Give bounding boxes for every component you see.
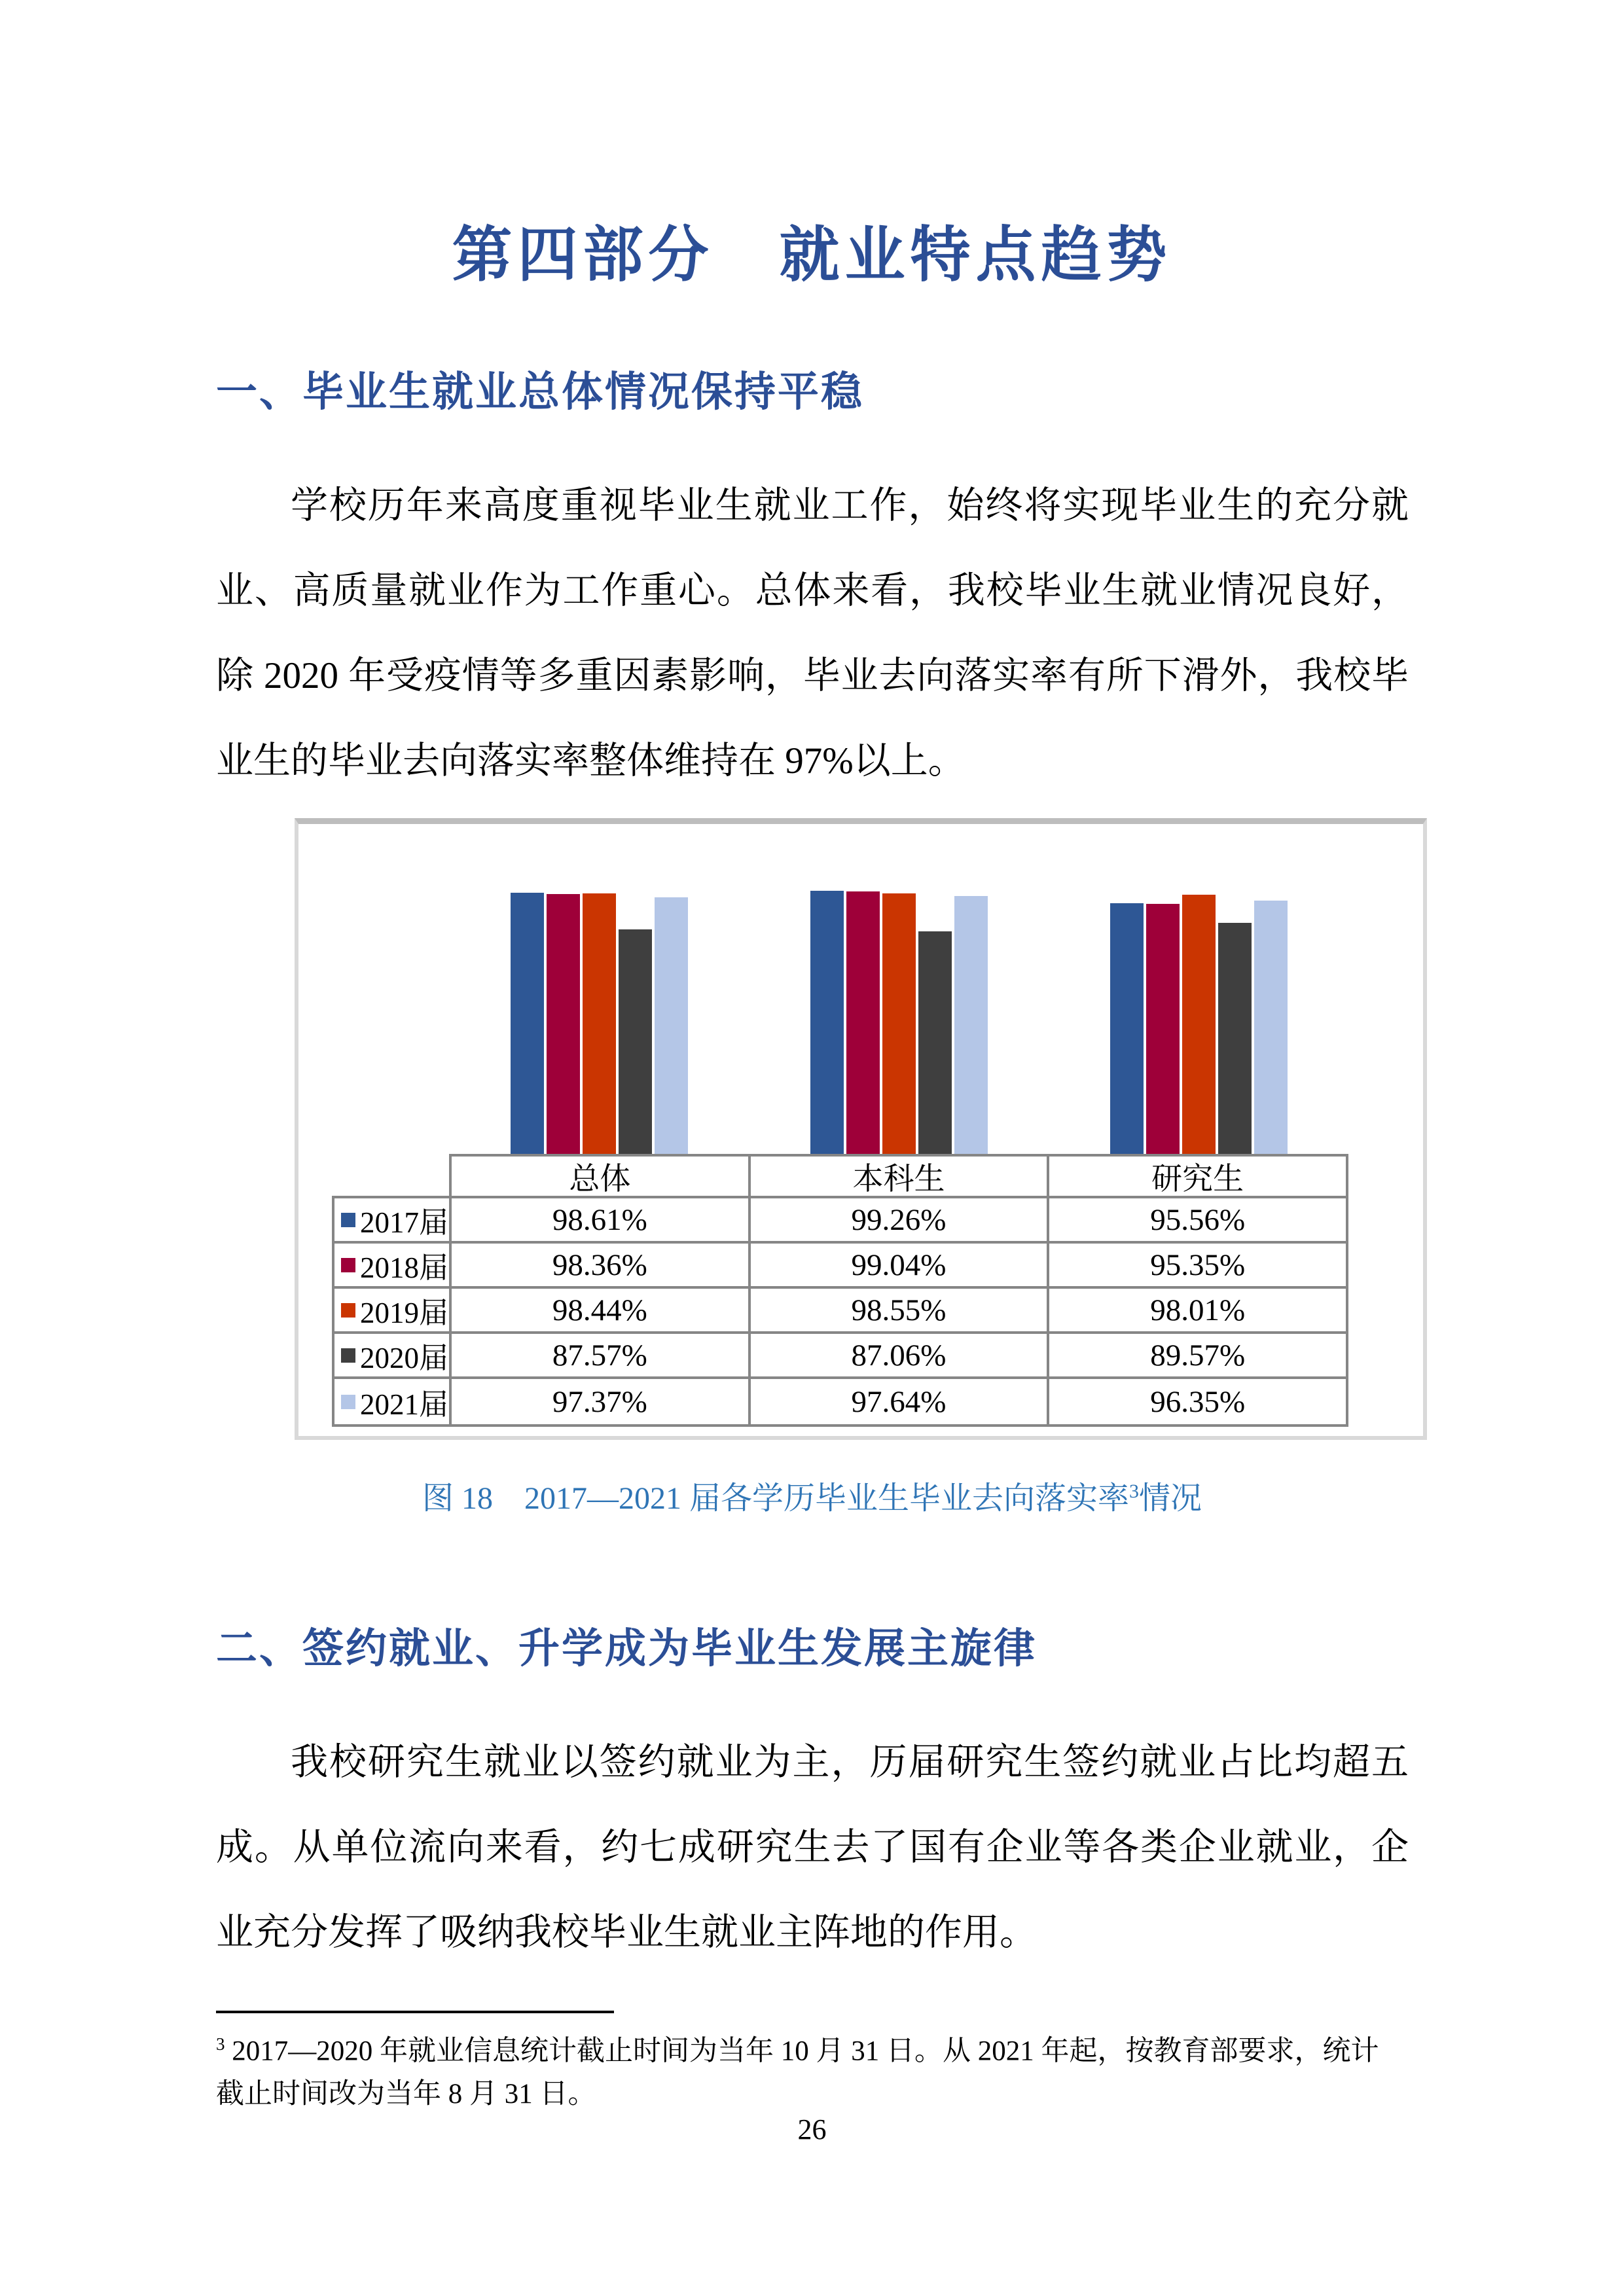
value-cell-2017届-总体: 98.61% xyxy=(452,1198,751,1241)
table-row-2021届 xyxy=(334,1379,1346,1424)
section-2-paragraph: 我校研究生就业以签约就业为主，历届研究生签约就业占比均超五成。从单位流向来看，约七成研究生去了国有企业等各类企业就业，企业充分发挥了吸纳我校毕业生就业主阵地的作用。 xyxy=(216,1742,1409,1953)
figure-caption-footnote-ref: 3 xyxy=(1129,1480,1139,1502)
bar-2019届-总体 xyxy=(583,893,616,1154)
value-cell-2017届-研究生: 95.56% xyxy=(1150,1202,1246,1237)
legend-label: 2018届 xyxy=(360,1251,449,1284)
bar-2020届-本科生 xyxy=(918,931,952,1154)
section-2-heading: 二、签约就业、升学成为毕业生发展主旋律 xyxy=(216,1626,1037,1672)
bar-2019届-本科生 xyxy=(882,893,916,1154)
legend-label: 2021届 xyxy=(360,1388,449,1421)
column-header-总体: 总体 xyxy=(452,1157,751,1196)
legend-cell-2021届 xyxy=(334,1379,452,1424)
bar-2017届-本科生 xyxy=(810,891,844,1154)
bar-2018届-研究生 xyxy=(1146,904,1180,1154)
value-cell-2019届-总体: 98.44% xyxy=(452,1289,751,1331)
legend-cell-2019届 xyxy=(334,1289,452,1331)
legend-swatch-2019届 xyxy=(341,1303,355,1318)
bar-2021届-总体 xyxy=(655,897,688,1154)
column-header-研究生: 研究生 xyxy=(1151,1162,1244,1196)
footnote-marker: 3 xyxy=(216,2034,225,2054)
value-cell-2020届-研究生: 89.57% xyxy=(1150,1338,1246,1372)
bar-2017届-总体 xyxy=(511,893,544,1154)
legend-label: 2019届 xyxy=(360,1297,449,1329)
footnote-separator xyxy=(216,2011,614,2013)
table-row-2019届 xyxy=(334,1289,1346,1334)
bar-2019届-研究生 xyxy=(1182,895,1216,1154)
bar-2021届-研究生 xyxy=(1254,901,1288,1154)
bar-2020届-总体 xyxy=(619,929,652,1154)
section-1-heading: 一、毕业生就业总体情况保持平稳 xyxy=(216,369,864,415)
legend-swatch-2021届 xyxy=(341,1395,355,1409)
value-cell-2019届-研究生: 98.01% xyxy=(1150,1293,1246,1327)
value-cell-2020届-本科生: 87.06% xyxy=(751,1334,1050,1376)
bar-2021届-本科生 xyxy=(954,896,988,1154)
value-cell-2021届-本科生: 97.64% xyxy=(751,1379,1050,1424)
value-cell-2020届-总体: 87.57% xyxy=(452,1334,751,1376)
bar-chart-figure xyxy=(295,818,1427,1440)
value-cell-2017届-本科生: 99.26% xyxy=(751,1198,1050,1241)
legend-cell-2018届 xyxy=(334,1244,452,1286)
legend-label: 2020届 xyxy=(360,1342,449,1374)
legend-swatch-2017届 xyxy=(341,1213,355,1227)
chart-table-body xyxy=(332,1196,1348,1427)
value-cell-2018届-研究生: 95.35% xyxy=(1150,1247,1246,1282)
table-row-2017届 xyxy=(334,1198,1346,1244)
figure-caption-text: 图 18 2017—2021 届各学历毕业生毕业去向落实率 xyxy=(422,1481,1129,1516)
legend-cell-2020届 xyxy=(334,1334,452,1376)
footnote-line-1: 2017—2020 年就业信息统计截止时间为当年 10 月 31 日。从 2021 年起，按教育部要求，统计 xyxy=(232,2036,1379,2067)
page-title: 第四部分 就业特点趋势 xyxy=(452,222,1172,289)
column-header-本科生: 本科生 xyxy=(751,1157,1050,1196)
chart-table-header-row xyxy=(449,1154,1348,1196)
figure-caption xyxy=(0,1473,1624,1518)
bar-2018届-总体 xyxy=(547,894,580,1154)
bar-2018届-本科生 xyxy=(846,891,880,1154)
table-row-2018届 xyxy=(334,1244,1346,1289)
value-cell-2021届-总体: 97.37% xyxy=(452,1379,751,1424)
footnote xyxy=(216,2022,1409,2116)
legend-label: 2017届 xyxy=(360,1206,449,1239)
section-1-paragraph: 学校历年来高度重视毕业生就业工作，始终将实现毕业生的充分就业、高质量就业作为工作重心。总体来看，我校毕业生就业情况良好，除 2020 年受疫情等多重因素影响，毕业去向落实率有所下滑外，我校毕业生的毕业去向落实率整体维持在 97%以上。 xyxy=(216,485,1409,781)
footnote-line-2: 截止时间改为当年 8 月 31 日。 xyxy=(216,2079,596,2110)
legend-swatch-2018届 xyxy=(341,1258,355,1272)
value-cell-2018届-本科生: 99.04% xyxy=(751,1244,1050,1286)
table-row-2020届 xyxy=(334,1334,1346,1379)
figure-caption-suffix: 情况 xyxy=(1139,1481,1202,1516)
legend-swatch-2020届 xyxy=(341,1348,355,1363)
value-cell-2019届-本科生: 98.55% xyxy=(751,1289,1050,1331)
bar-2017届-研究生 xyxy=(1110,903,1144,1154)
value-cell-2018届-总体: 98.36% xyxy=(452,1244,751,1286)
chart-data-table xyxy=(332,1154,1348,1427)
bar-2020届-研究生 xyxy=(1218,923,1252,1154)
value-cell-2021届-研究生: 96.35% xyxy=(1150,1384,1246,1419)
legend-cell-2017届 xyxy=(334,1198,452,1241)
page-number: 26 xyxy=(797,2113,827,2145)
